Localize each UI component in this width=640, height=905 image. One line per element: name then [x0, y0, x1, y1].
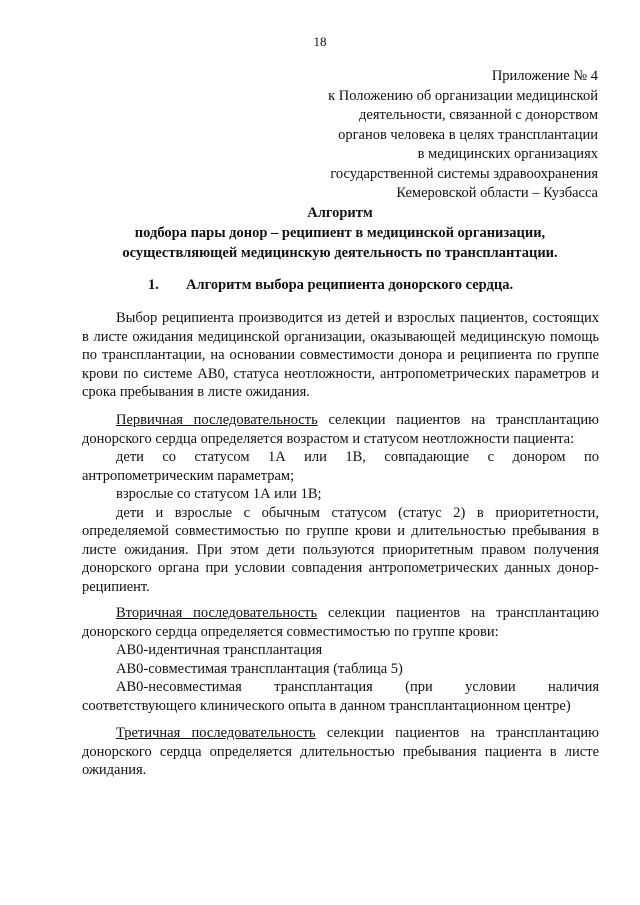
- primary-item: взрослые со статусом 1А или 1В;: [116, 486, 322, 502]
- primary-item: дети со статусом 1А или 1В, совпадающие с донором по антропометрическим параметрам;: [82, 449, 599, 484]
- primary-text: селекции пациентов на трансплантацию донорского сердца определяется возрастом и статусом неотложности пациента:: [82, 412, 599, 447]
- tertiary-sequence-paragraph: [82, 724, 599, 780]
- tertiary-sequence-block: [82, 724, 599, 780]
- secondary-term: Вторичная последовательность: [116, 605, 318, 621]
- secondary-item: АВ0-идентичная трансплантация: [116, 642, 323, 658]
- primary-term: Первичная последовательность: [116, 412, 318, 428]
- secondary-item: АВ0-несовместимая трансплантация (при условии наличия соответствующего клинического опыта в данном трансплантационном центре): [82, 679, 599, 714]
- section-number: 1.: [148, 277, 159, 293]
- primary-item: дети и взрослые с обычным статусом (статус 2) в приоритетности, определяемой совместимостью по группе крови и длительностью пребывания в листе ожидания. При этом дети пользуются приоритетным правом получения донорского органа при условии совпадения антропометрических данных донор-реципиент.: [82, 504, 599, 595]
- title-line: подбора пары донор – реципиент в медицинской организации,: [134, 225, 546, 241]
- title-line: Алгоритм: [307, 205, 373, 221]
- section-title: Алгоритм выбора реципиента донорского сердца.: [186, 277, 514, 293]
- appendix-line: к Положению об организации медицинской: [328, 87, 598, 104]
- document-title: [60, 203, 620, 263]
- primary-sequence-paragraph: [82, 411, 599, 448]
- appendix-line: Приложение № 4: [491, 68, 598, 84]
- section-heading: [148, 277, 513, 294]
- secondary-item: АВ0-совместимая трансплантация (таблица 5): [116, 660, 403, 677]
- intro-paragraph: [82, 309, 599, 402]
- secondary-sequence-block: [82, 604, 599, 715]
- intro-text: Выбор реципиента производится из детей и взрослых пациентов, состоящих в листе ожидания медицинской организации, оказывающей медицинскую помощь по трансплантации, на основании совместимости донора и реципиента по группе крови по системе АВ0, статуса неотложности, антропометрических параметров и срока пребывания в листе ожидания.: [82, 310, 599, 400]
- page-number: 18: [313, 34, 327, 49]
- appendix-line: органов человека в целях трансплантации: [338, 126, 598, 143]
- tertiary-text: селекции пациентов на трансплантацию донорского сердца определяется длительностью пребывания пациента в листе ожидания.: [82, 725, 599, 778]
- appendix-line: деятельности, связанной с донорством: [359, 107, 598, 123]
- title-line: осуществляющей медицинскую деятельность по трансплантации.: [122, 245, 558, 261]
- appendix-header: [298, 67, 598, 204]
- secondary-sequence-paragraph: [82, 604, 599, 641]
- appendix-line: Кемеровской области – Кузбасса: [396, 185, 598, 201]
- appendix-line: государственной системы здравоохранения: [330, 165, 598, 182]
- primary-sequence-block: [82, 411, 599, 596]
- appendix-line: в медицинских организациях: [417, 146, 598, 162]
- secondary-text: селекции пациентов на трансплантацию донорского сердца определяется совместимостью по группе крови:: [82, 605, 599, 640]
- tertiary-term: Третичная последовательность: [116, 725, 316, 741]
